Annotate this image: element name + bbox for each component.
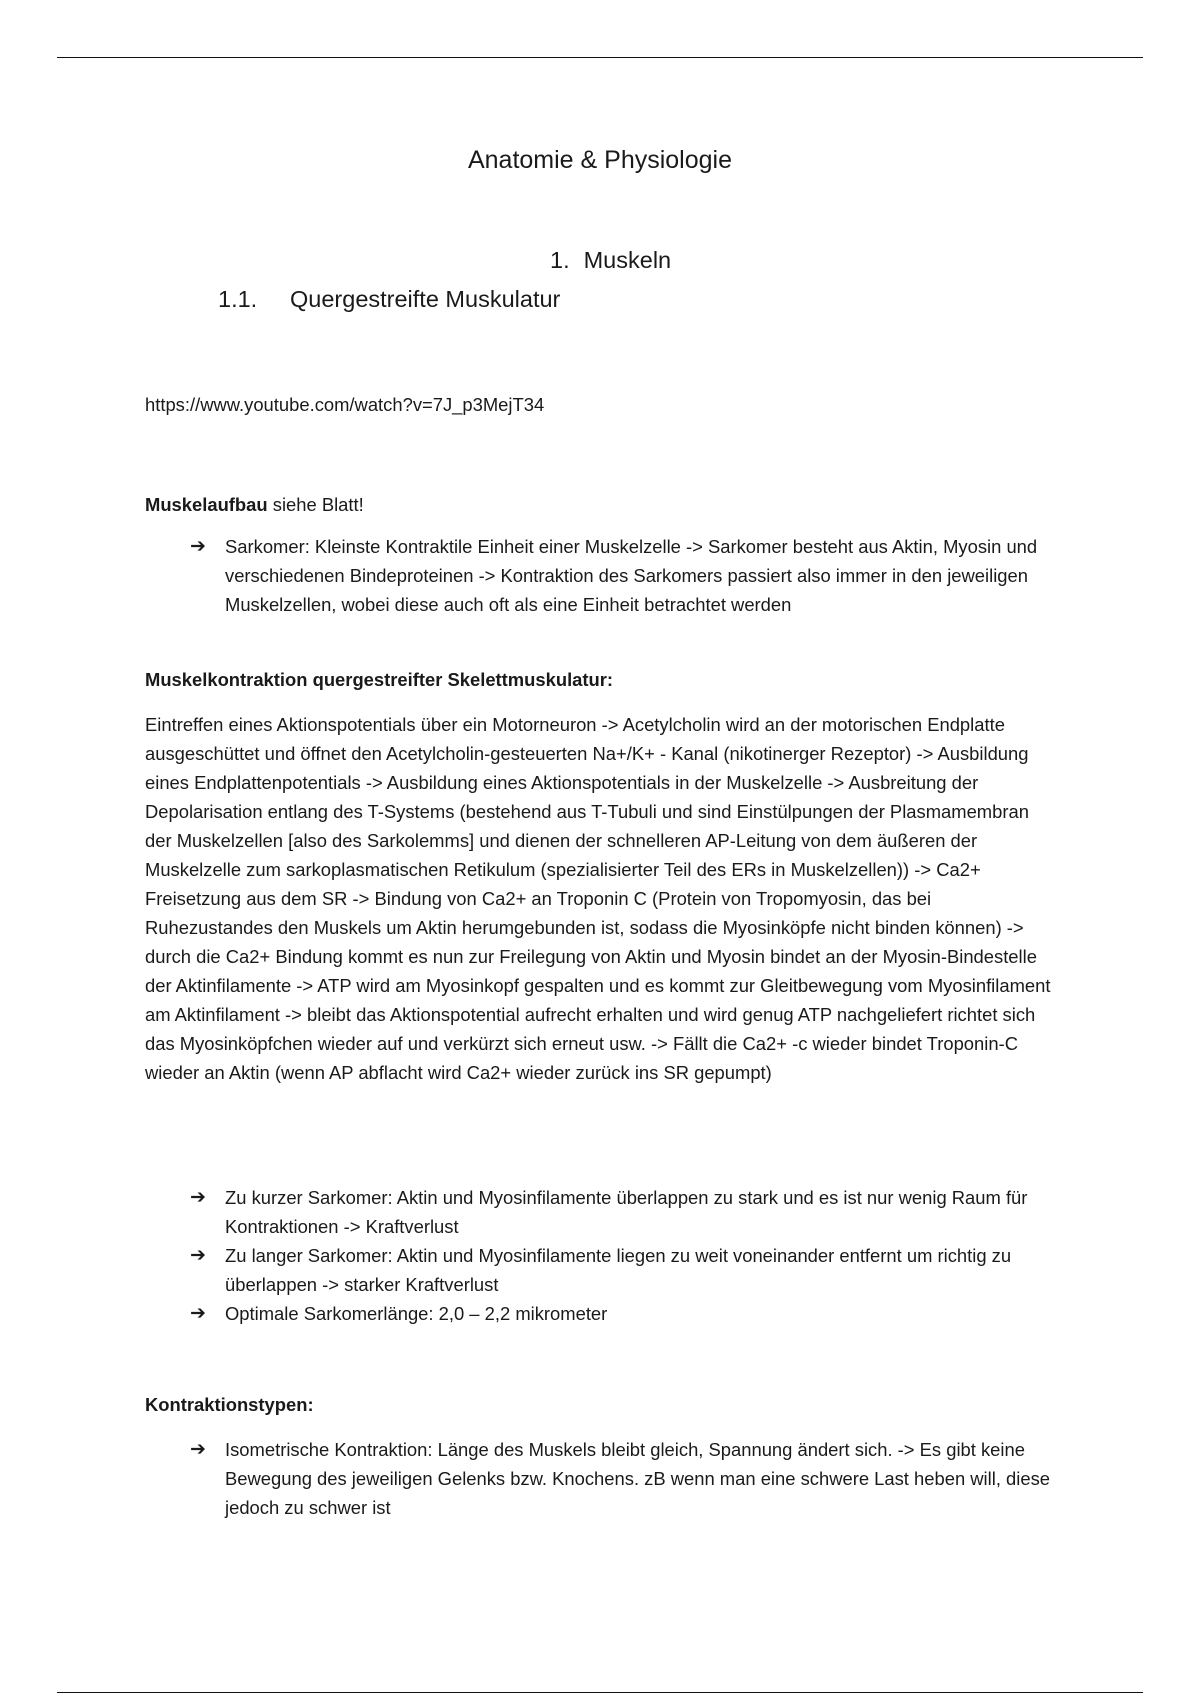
bullet-text: Isometrische Kontraktion: Länge des Muskels bleibt gleich, Spannung ändert sich. -> Es gibt keine Bewegung des jeweiligen Gelenks bzw. Knochens. zB wenn man eine schwere Last heben will, diese jedoch zu schwer ist <box>225 1439 1051 1518</box>
muskelaufbau-label: Muskelaufbau <box>145 494 268 515</box>
heading-1 <box>550 247 671 274</box>
heading-1-text: Muskeln <box>583 247 672 273</box>
bullet-item <box>190 1241 1070 1299</box>
bullet-text: Zu kurzer Sarkomer: Aktin und Myosinfilamente überlappen zu stark und es ist nur wenig Raum für Kontraktionen -> Kraftverlust <box>225 1187 1028 1237</box>
bullet-text: Optimale Sarkomerlänge: 2,0 – 2,2 mikrometer <box>225 1303 608 1324</box>
kontraktion-paragraph: Eintreffen eines Aktionspotentials über ein Motorneuron -> Acetylcholin wird an der motorischen Endplatte ausgeschüttet und öffnet den Acetylcholin-gesteuerten Na+/K+ - Kanal (nikotinerger Rezeptor) -> Ausbildung eines Endplattenpotentials -> Ausbildung eines Aktionspotentials in der Muskelzelle -> Ausbreitung der Depolarisation entlang des T-Systems (bestehend aus T-Tubuli und sind Einstülpungen der Plasmamembran der Muskelzellen [also des Sarkolemms] und dienen der schnelleren AP-Leitung von dem äußeren der Muskelzelle zum sarkoplasmatischen Retikulum (spezialisierter Teil des ERs in Muskelzellen)) -> Ca2+ Freisetzung aus dem SR -> Bindung von Ca2+ an Troponin C (Protein von Tropomyosin, das bei Ruhezustandes den Muskels um Aktin herumgebunden ist, sodass die Myosinköpfe nicht binden können) -> durch die Ca2+ Bindung kommt es nun zur Freilegung von Aktin und Myosin bindet an der Myosin-Bindestelle der Aktinfilamente -> ATP wird am Myosinkopf gespalten und es kommt zur Gleitbewegung vom Myosinfilament am Aktinfilament -> bleibt das Aktionspotential aufrecht erhalten und wird genug ATP nachgeliefert richtet sich das Myosinköpfchen wieder auf und verkürzt sich erneut usw. -> Fällt die Ca2+ -c wieder bindet Troponin-C wieder an Aktin (wenn AP abflacht wird Ca2+ wieder zurück ins SR gepumpt) <box>145 714 1051 1083</box>
bullet-item <box>190 1299 1070 1328</box>
arrow-icon: ➔ <box>190 536 206 557</box>
heading-2 <box>218 286 560 313</box>
header-rule <box>57 57 1143 58</box>
bullet-text: Zu langer Sarkomer: Aktin und Myosinfilamente liegen zu weit voneinander entfernt um richtig zu überlappen -> starker Kraftverlust <box>225 1245 1012 1295</box>
heading-2-text: Quergestreifte Muskulatur <box>290 286 561 312</box>
kontraktion-heading: Muskelkontraktion quergestreifter Skelettmuskulatur: <box>145 669 614 690</box>
kontraktionstypen-heading: Kontraktionstypen: <box>145 1394 314 1415</box>
sarkomer-list <box>190 532 1070 619</box>
muskelaufbau-line <box>145 490 364 519</box>
kontraktionstypen-list <box>190 1435 1070 1522</box>
arrow-icon: ➔ <box>190 1187 206 1208</box>
heading-1-number: 1. <box>550 247 570 273</box>
arrow-icon: ➔ <box>190 1303 206 1324</box>
sarkomer-laenge-list <box>190 1183 1070 1328</box>
heading-2-number: 1.1. <box>218 286 258 312</box>
bullet-item <box>190 1183 1070 1241</box>
arrow-icon: ➔ <box>190 1439 206 1460</box>
video-link[interactable]: https://www.youtube.com/watch?v=7J_p3MejT34 <box>145 394 545 415</box>
bullet-text: Sarkomer: Kleinste Kontraktile Einheit einer Muskelzelle -> Sarkomer besteht aus Aktin, Myosin und verschiedenen Bindeproteinen -> Kontraktion des Sarkomers passiert also immer in den jeweiligen Muskelzellen, wobei diese auch oft als eine Einheit betrachtet werden <box>225 536 1038 615</box>
arrow-icon: ➔ <box>190 1245 206 1266</box>
footer-rule <box>57 1692 1143 1693</box>
bullet-item <box>190 1435 1070 1522</box>
page-title: Anatomie & Physiologie <box>467 146 733 174</box>
bullet-item <box>190 532 1070 619</box>
muskelaufbau-text: siehe Blatt! <box>267 494 364 515</box>
